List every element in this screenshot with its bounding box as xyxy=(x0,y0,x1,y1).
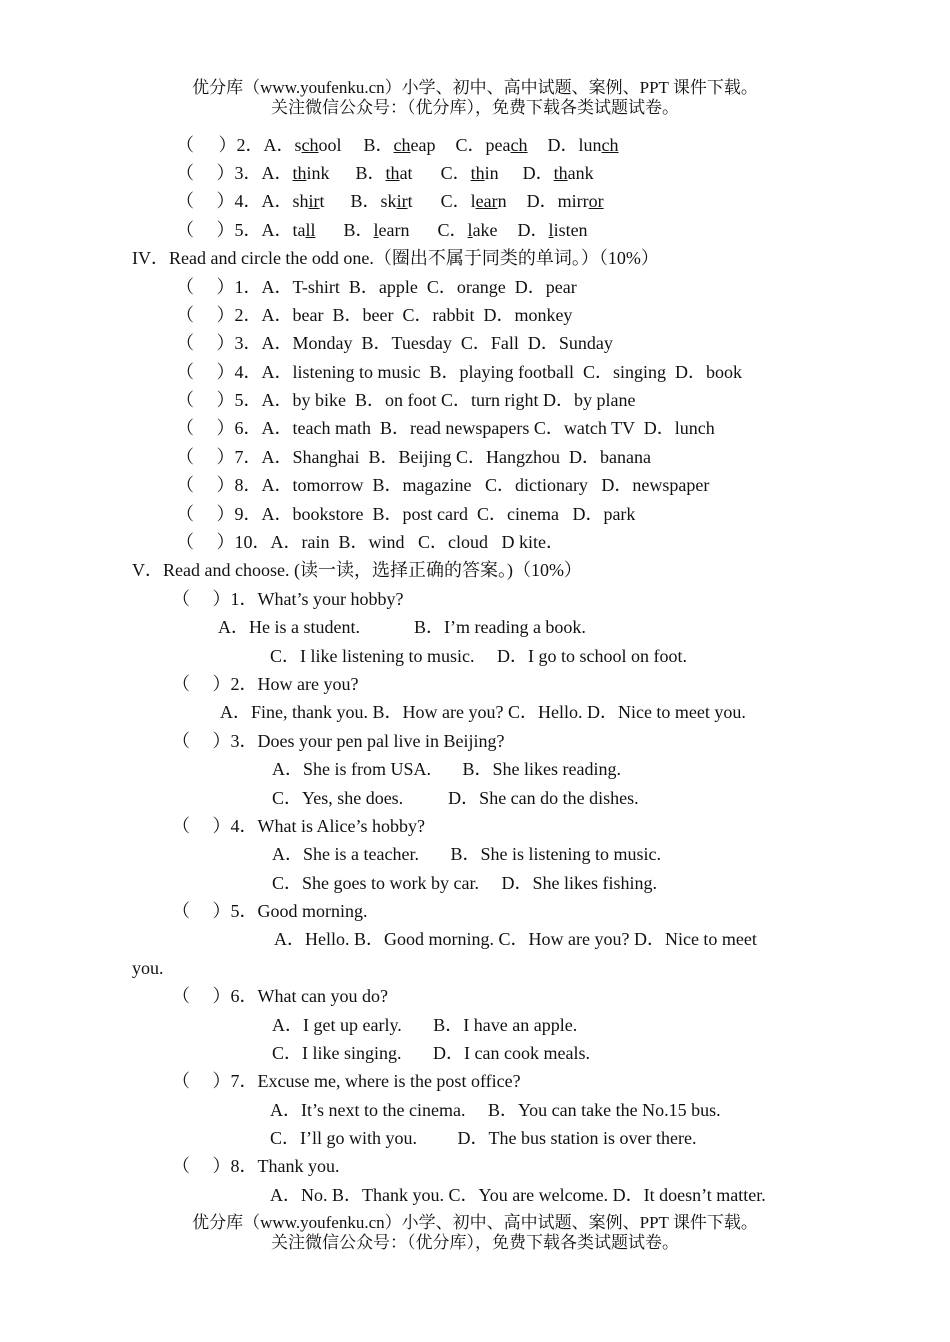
odd-one-item-10: （ ）10．A．rain B．wind C．cloud D kite． xyxy=(176,532,564,552)
underlined-part: or xyxy=(588,191,604,211)
underlined-part: th xyxy=(553,163,568,183)
section-4-title: IV．Read and circle the odd one.（圈出不属于同类的单词。）（10%） xyxy=(132,248,659,268)
odd-one-item-6: （ ）6．A．teach math B．read newspapers C．watch TV D．lunch xyxy=(176,418,715,438)
word-part: t xyxy=(319,191,325,211)
footer-line-1: 优分库（www.youfenku.cn）小学、初中、高中试题、案例、PPT 课件下载。 xyxy=(192,1213,758,1232)
option-letter: C． xyxy=(440,163,471,183)
choose-question-5: （ ）5．Good morning. xyxy=(172,901,368,921)
word-part: in xyxy=(484,163,499,183)
odd-one-item-4: （ ）4．A．listening to music B．playing football C．singing D．book xyxy=(176,362,742,382)
choose-question-2: （ ）2．How are you? xyxy=(172,674,359,694)
word-part: sk xyxy=(380,191,397,211)
question-number: （ ）5． xyxy=(176,220,262,240)
underlined-part: th xyxy=(292,163,307,183)
underlined-part: ir xyxy=(308,191,320,211)
underlined-part: ch xyxy=(393,135,411,155)
choose-options-2: A．Fine, thank you. B．How are you? C．Hello. D．Nice to meet you. xyxy=(220,702,746,722)
odd-one-item-2: （ ）2．A．bear B．beer C．rabbit D．monkey xyxy=(176,305,573,325)
phonics-question-5 xyxy=(176,219,588,241)
option-letter: D． xyxy=(522,163,554,183)
word-part: ank xyxy=(567,163,594,183)
phonics-question-3 xyxy=(176,162,594,184)
choose-options-1-cd: C．I like listening to music. D．I go to school on foot. xyxy=(270,646,687,666)
choose-question-7: （ ）7．Excuse me, where is the post office? xyxy=(172,1071,521,1091)
option-letter: C． xyxy=(440,191,471,211)
choose-question-3: （ ）3．Does your pen pal live in Beijing? xyxy=(172,731,505,751)
word-part: ake xyxy=(472,220,498,240)
option-letter: C． xyxy=(455,135,486,155)
section-5-title: V．Read and choose. (读一读，选择正确的答案。)（10%） xyxy=(132,560,582,580)
choose-options-1-ab: A．He is a student. B．I’m reading a book. xyxy=(218,617,586,637)
choose-options-5-wrap: you. xyxy=(132,958,164,978)
word-part: n xyxy=(497,191,507,211)
option-letter: A． xyxy=(263,135,295,155)
choose-options-4-cd: C．She goes to work by car. D．She likes fishing. xyxy=(272,873,657,893)
word-part: ta xyxy=(292,220,306,240)
word-part: at xyxy=(399,163,413,183)
choose-options-6-cd: C．I like singing. D．I can cook meals. xyxy=(272,1043,590,1063)
option-letter: D． xyxy=(526,191,558,211)
option-letter: B． xyxy=(350,191,381,211)
word-part: lun xyxy=(578,135,602,155)
odd-one-item-5: （ ）5．A．by bike B．on foot C．turn right D．by plane xyxy=(176,390,636,410)
underlined-part: l xyxy=(548,220,554,240)
word-part: eap xyxy=(410,135,436,155)
choose-options-8: A．No. B．Thank you. C．You are welcome. D．It doesn’t matter. xyxy=(270,1185,766,1205)
choose-options-4-ab: A．She is a teacher. B．She is listening to music. xyxy=(272,844,661,864)
option-letter: C． xyxy=(437,220,468,240)
choose-options-3-cd: C．Yes, she does. D．She can do the dishes. xyxy=(272,788,639,808)
header-line-2: 关注微信公众号：（优分库），免费下载各类试题试卷。 xyxy=(271,98,679,117)
word-part: earn xyxy=(378,220,410,240)
option-letter: A． xyxy=(261,220,293,240)
word-part: isten xyxy=(553,220,588,240)
odd-one-item-9: （ ）9．A．bookstore B．post card C．cinema D．park xyxy=(176,504,636,524)
odd-one-item-7: （ ）7．A．Shanghai B．Beijing C．Hangzhou D．banana xyxy=(176,447,651,467)
odd-one-item-1: （ ）1．A．T-shirt B．apple C．orange D．pear xyxy=(176,277,577,297)
underlined-part: ear xyxy=(475,191,498,211)
word-part: ool xyxy=(318,135,342,155)
underlined-part: l xyxy=(373,220,379,240)
underlined-part: th xyxy=(470,163,485,183)
word-part: t xyxy=(407,191,413,211)
underlined-part: ch xyxy=(510,135,528,155)
choose-question-1: （ ）1．What’s your hobby? xyxy=(172,589,404,609)
option-letter: B． xyxy=(355,163,386,183)
footer-line-2: 关注微信公众号：（优分库），免费下载各类试题试卷。 xyxy=(271,1233,679,1252)
word-part: l xyxy=(470,191,476,211)
word-part: mirr xyxy=(557,191,589,211)
option-letter: A． xyxy=(261,191,293,211)
underlined-part: th xyxy=(385,163,400,183)
choose-question-4: （ ）4．What is Alice’s hobby? xyxy=(172,816,425,836)
choose-question-6: （ ）6．What can you do? xyxy=(172,986,388,1006)
question-number: （ ）4． xyxy=(176,191,262,211)
choose-options-7-cd: C．I’ll go with you. D．The bus station is over there. xyxy=(270,1128,697,1148)
choose-options-3-ab: A．She is from USA. B．She likes reading. xyxy=(272,759,621,779)
choose-options-5: A．Hello. B．Good morning. C．How are you? D．Nice to meet xyxy=(274,929,757,949)
phonics-question-4 xyxy=(176,190,604,212)
word-part: s xyxy=(294,135,302,155)
option-letter: A． xyxy=(261,163,293,183)
choose-options-6-ab: A．I get up early. B．I have an apple. xyxy=(272,1015,578,1035)
option-letter: B． xyxy=(343,220,374,240)
option-letter: D． xyxy=(547,135,579,155)
choose-options-7-ab: A．It’s next to the cinema. B．You can take the No.15 bus. xyxy=(270,1100,721,1120)
option-letter: B． xyxy=(363,135,394,155)
question-number: （ ）3． xyxy=(176,163,262,183)
word-part: pea xyxy=(485,135,511,155)
odd-one-item-3: （ ）3．A．Monday B．Tuesday C．Fall D．Sunday xyxy=(176,333,613,353)
word-part: ink xyxy=(306,163,330,183)
underlined-part: ir xyxy=(396,191,408,211)
underlined-part: l xyxy=(467,220,473,240)
underlined-part: ll xyxy=(305,220,316,240)
word-part: sh xyxy=(292,191,309,211)
question-number: （ ）2． xyxy=(176,135,264,155)
odd-one-item-8: （ ）8．A．tomorrow B．magazine C．dictionary D．newspaper xyxy=(176,475,710,495)
underlined-part: ch xyxy=(601,135,619,155)
underlined-part: ch xyxy=(301,135,319,155)
option-letter: D． xyxy=(517,220,549,240)
header-line-1: 优分库（www.youfenku.cn）小学、初中、高中试题、案例、PPT 课件下载。 xyxy=(192,78,758,97)
phonics-question-2 xyxy=(176,134,619,156)
choose-question-8: （ ）8．Thank you. xyxy=(172,1156,340,1176)
